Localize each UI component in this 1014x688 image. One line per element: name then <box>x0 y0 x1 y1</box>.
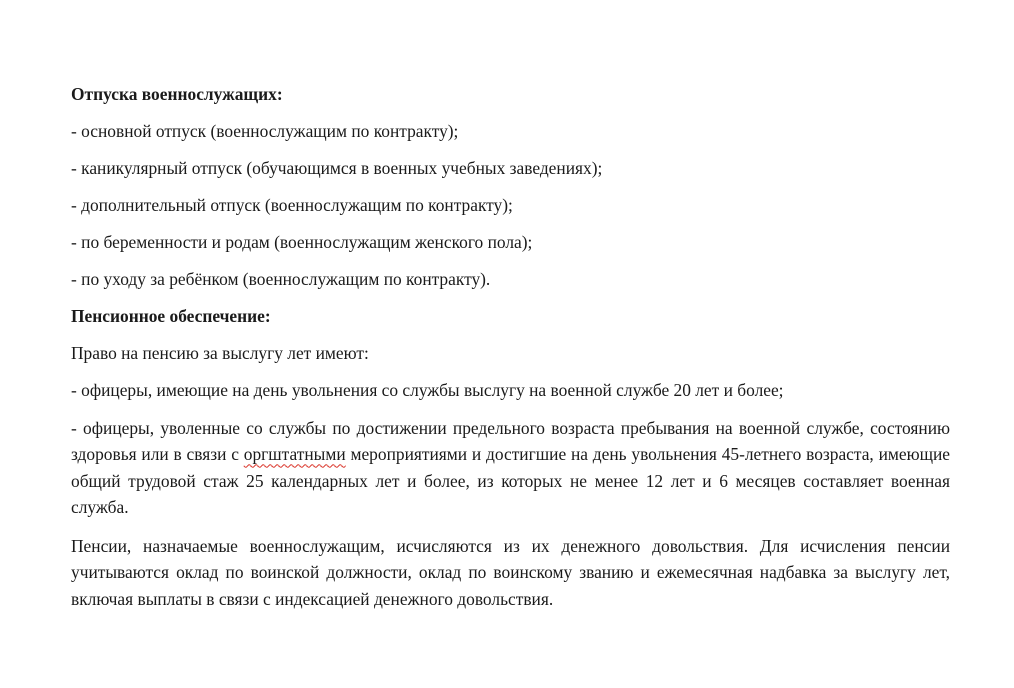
pension-item-text-after: мероприятиями и достигшие на день увольнения 45-летнего возраста, имеющие общий трудовой стаж 25 календарных лет и более, из которых не менее 12 лет и 6 месяцев составляет военная служба. <box>71 444 951 517</box>
pension-item: - офицеры, имеющие на день увольнения со службы выслугу на военной службе 20 лет и более; <box>71 380 784 400</box>
spellcheck-flagged-word[interactable]: оргштатными <box>243 444 346 465</box>
document-body[interactable] <box>71 82 950 625</box>
heading-pension: Пенсионное обеспечение: <box>71 306 271 326</box>
leave-item: - по беременности и родам (военнослужащим женского пола); <box>71 232 533 252</box>
leave-item: - по уходу за ребёнком (военнослужащим по контракту). <box>71 269 491 289</box>
pension-calc-paragraph: Пенсии, назначаемые военнослужащим, исчисляются из их денежного довольствия. Для исчисления пенсии учитываются оклад по воинской должности, оклад по воинскому званию и ежемесячная надбавка за выслугу лет, включая выплаты в связи с индексацией денежного довольствия. <box>71 536 950 609</box>
leave-item: - каникулярный отпуск (обучающимся в военных учебных заведениях); <box>71 158 603 178</box>
leave-item: - основной отпуск (военнослужащим по контракту); <box>71 121 459 141</box>
heading-leave: Отпуска военнослужащих: <box>71 84 283 104</box>
pension-item-text-before: - офицеры, уволенные со службы по достижении предельного возраста пребывания на военной службе, состоянию здоровья или в связи с <box>71 418 950 465</box>
pension-intro: Право на пенсию за выслугу лет имеют: <box>71 343 369 363</box>
leave-item: - дополнительный отпуск (военнослужащим по контракту); <box>71 195 513 215</box>
pension-item <box>71 415 950 520</box>
